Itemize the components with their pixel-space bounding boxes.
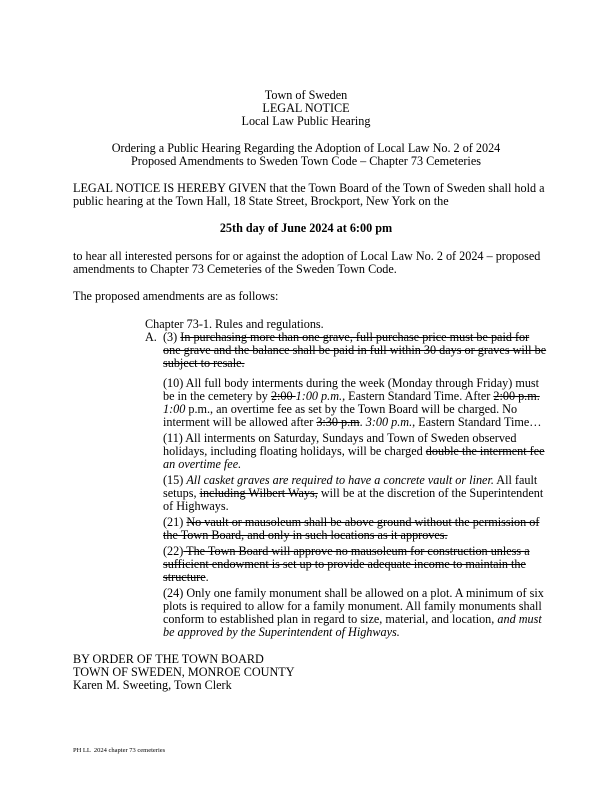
intro-line-5: The proposed amendments are as follows: — [73, 289, 279, 303]
item-11-text: (11) All interments on Saturday, Sundays and Town of Sweden observed — [163, 431, 517, 445]
proposed-line: Proposed Amendments to Sweden Town Code – Chapter 73 Cemeteries — [131, 154, 481, 168]
item-10-text: p.m., an overtime fee as set by the Town Board will be charged. No — [185, 402, 518, 416]
item-22-number: (22) — [163, 544, 184, 558]
footer-label: PH LL 2024 chapter 73 cemeteries — [73, 747, 166, 754]
intro-line-3: to hear all interested persons for or against the adoption of Local Law No. 2 of 2024 – proposed — [73, 249, 541, 263]
item-15-text: setups, — [163, 486, 200, 500]
signature-clerk: Karen M. Sweeting, Town Clerk — [73, 678, 232, 692]
item-10-text: interment will be allowed after — [163, 415, 317, 429]
hearing-date: 25th day of June 2024 at 6:00 pm — [219, 221, 393, 235]
intro-line-1: LEGAL NOTICE IS HEREBY GIVEN that the Town Board of the Town of Sweden shall hold a — [73, 181, 545, 195]
item-10-text: be in the cemetery by — [163, 389, 271, 403]
item-11-text: holidays, including floating holidays, will be charged — [163, 444, 426, 458]
deleted-text: double the interment fee — [425, 444, 545, 458]
inserted-text: an overtime fee. — [163, 457, 242, 471]
inserted-text: and must — [497, 612, 542, 626]
intro-line-4: amendments to Chapter 73 Cemeteries of the Sweden Town Code. — [73, 262, 397, 276]
item-15-text: All fault — [493, 473, 538, 487]
item-3-number: (3) — [163, 330, 181, 344]
deleted-text: 2:00 p.m. — [493, 389, 540, 403]
ordering-line: Ordering a Public Hearing Regarding the Adoption of Local Law No. 2 of 2024 — [111, 141, 501, 155]
notice-subtitle: Local Law Public Hearing — [241, 114, 371, 128]
inserted-text: be approved by the Superintendent of Highways. — [163, 625, 400, 639]
deleted-text: The Town Board will approve no mausoleum for construction unless a — [183, 544, 530, 558]
item-15-text: will be at the discretion of the Superintendent — [317, 486, 544, 500]
item-3-deleted-text: In purchasing more than one grave, full purchase price must be paid for — [180, 330, 530, 344]
item-3-deleted-text: subject to resale. — [163, 356, 245, 370]
item-22-text: . — [205, 570, 209, 584]
item-24-text: (24) Only one family monument shall be allowed on a plot. A minimum of six — [163, 586, 544, 600]
signature-order: BY ORDER OF THE TOWN BOARD — [73, 652, 264, 666]
deleted-text: No vault or mausoleum shall be above ground without the permission of — [186, 515, 540, 529]
notice-title: LEGAL NOTICE — [262, 101, 350, 115]
chapter-heading: Chapter 73-1. Rules and regulations. — [145, 317, 324, 331]
item-15-number: (15) — [163, 473, 187, 487]
intro-line-2: public hearing at the Town Hall, 18 State Street, Brockport, New York on the — [73, 194, 449, 208]
deleted-text: 3:30 p.m — [316, 415, 360, 429]
signature-town: TOWN OF SWEDEN, MONROE COUNTY — [73, 665, 295, 679]
section-a-label: A. — [145, 330, 157, 344]
deleted-text: 2:00 — [270, 389, 296, 403]
deleted-text: the Town Board, and only in such locations as it approves. — [163, 528, 448, 542]
item-10-text: . — [359, 415, 366, 429]
item-10-text: (10) All full body interments during the week (Monday through Friday) must — [163, 376, 540, 390]
item-24-text: conform to established plan in regard to size, material, and location, — [163, 612, 498, 626]
item-24-text: plots is required to allow for a family monument. All family monuments shall — [163, 599, 542, 613]
item-21-number: (21) — [163, 515, 187, 529]
inserted-text: 1:00 p.m. — [295, 389, 343, 403]
deleted-text: sufficient endowment is set up to provide adequate income to maintain the — [163, 557, 526, 571]
item-3-deleted-text: one grave and the balance shall be paid in full within 30 days or graves will be — [163, 343, 547, 357]
inserted-text: 3:00 p.m. — [365, 415, 413, 429]
deleted-text: including Wilbert Ways, — [199, 486, 318, 500]
town-title: Town of Sweden — [264, 88, 348, 102]
item-10-text: , Eastern Standard Time… — [412, 415, 542, 429]
item-15-text: of Highways. — [163, 499, 229, 513]
item-10-text: , Eastern Standard Time. After — [342, 389, 494, 403]
inserted-text: 1:00 — [163, 402, 186, 416]
inserted-text: All casket graves are required to have a concrete vault or liner. — [186, 473, 494, 487]
deleted-text: structure — [163, 570, 206, 584]
